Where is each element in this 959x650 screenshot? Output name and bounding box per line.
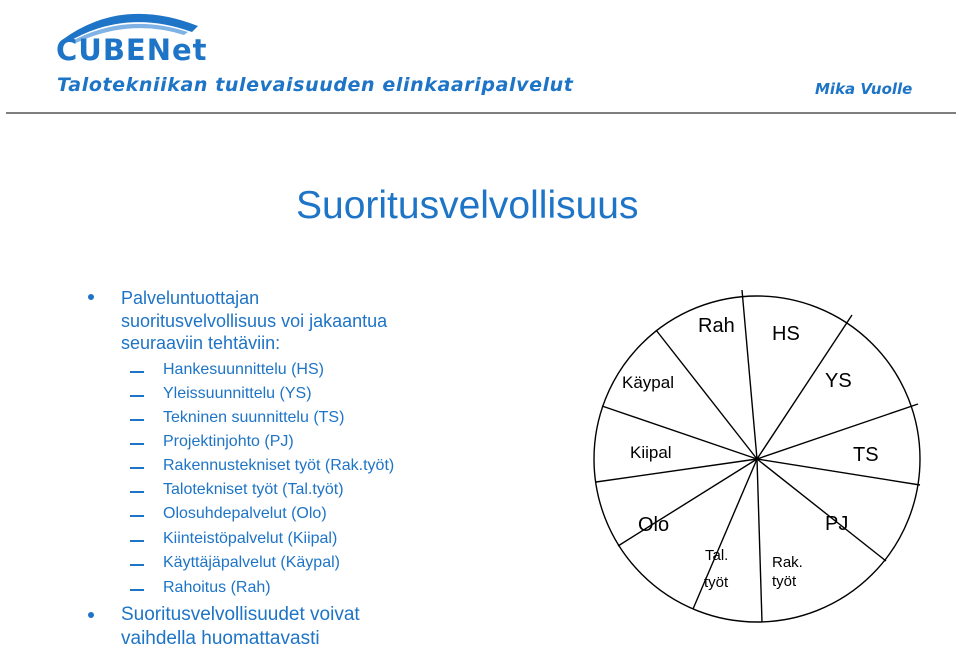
wheel-spoke bbox=[596, 459, 757, 482]
segment-label-rah: Rah bbox=[698, 315, 735, 337]
wheel-spoke bbox=[757, 459, 920, 485]
wheel-spoke bbox=[742, 290, 757, 459]
wheel-spoke bbox=[757, 459, 762, 622]
logo-text: CUBENet bbox=[56, 33, 208, 67]
sub-bullet-text: Talotekniset työt (Tal.työt) bbox=[163, 481, 344, 498]
segment-label-pj: PJ bbox=[825, 513, 849, 535]
segment-label-rak: Rak. bbox=[772, 554, 803, 571]
bullet-text: Palveluntuottajan bbox=[121, 288, 260, 308]
sub-bullet-text: Yleissuunnittelu (YS) bbox=[163, 385, 312, 402]
wheel-spoke bbox=[602, 406, 757, 459]
segment-label-rak-tyot: työt bbox=[772, 573, 797, 590]
sub-bullet-text: Käyttäjäpalvelut (Käypal) bbox=[163, 554, 340, 571]
tagline: Talotekniikan tulevaisuuden elinkaaripalvelut bbox=[57, 74, 574, 96]
segment-label-ts: TS bbox=[853, 444, 879, 466]
segment-label-kiipal: Kiipal bbox=[630, 443, 672, 462]
segment-label-olo: Olo bbox=[638, 514, 670, 536]
bullet-text: Suoritusvelvollisuudet voivat bbox=[121, 604, 360, 625]
slide-title: Suoritusvelvollisuus bbox=[296, 184, 639, 227]
bullet-text: suoritusvelvollisuus voi jakaantua bbox=[121, 311, 388, 331]
segment-label-ys: YS bbox=[825, 370, 852, 392]
sub-bullet-text: Kiinteistöpalvelut (Kiipal) bbox=[163, 530, 338, 547]
sub-bullet-text: Rakennustekniset työt (Rak.työt) bbox=[163, 457, 395, 474]
segment-label-tal: Tal. bbox=[705, 547, 729, 564]
bullet-text: seuraaviin tehtäviin: bbox=[121, 333, 281, 353]
sub-bullet-text: Tekninen suunnittelu (TS) bbox=[163, 409, 345, 426]
sub-bullet-text: Hankesuunnittelu (HS) bbox=[163, 361, 324, 378]
segment-label-kaypal: Käypal bbox=[622, 373, 674, 392]
sub-bullet-text: Olosuhdepalvelut (Olo) bbox=[163, 505, 327, 522]
bullet-text: vaihdella huomattavasti bbox=[121, 628, 320, 649]
segment-label-tal-tyot: työt bbox=[704, 574, 729, 591]
sub-bullet-text: Rahoitus (Rah) bbox=[163, 579, 271, 596]
sub-bullet-text: Projektinjohto (PJ) bbox=[163, 433, 294, 450]
wheel-spoke bbox=[757, 404, 918, 459]
segment-label-hs: HS bbox=[772, 323, 800, 345]
author-name: Mika Vuolle bbox=[815, 80, 913, 98]
wheel-spoke bbox=[757, 459, 886, 561]
